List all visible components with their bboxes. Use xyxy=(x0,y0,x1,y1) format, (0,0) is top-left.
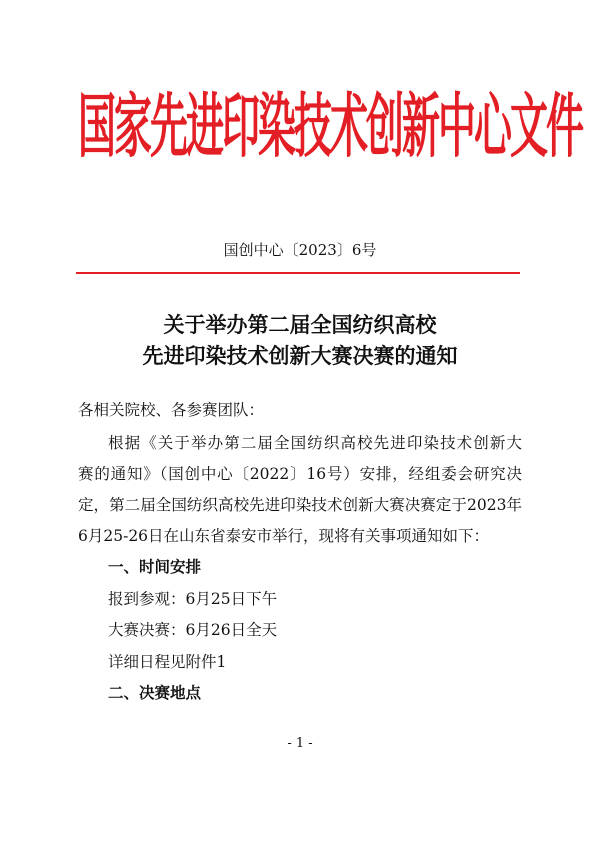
schedule-item-details: 详细日程见附件1 xyxy=(108,653,227,671)
paragraph-line-1: 根据《关于举办第二届全国纺织高校先进印染技术创新大 xyxy=(108,434,522,452)
section-heading-schedule: 一、时间安排 xyxy=(108,558,202,576)
paragraph-line-4: 6月25-26日在山东省泰安市举行，现将有关事项通知如下： xyxy=(78,527,490,545)
paragraph-line-2: 赛的通知》（国创中心〔2022〕16号）安排，经组委会研究决 xyxy=(78,465,522,483)
masthead-title: 国家先进印染技术创新中心文件 xyxy=(78,84,583,167)
red-divider-line xyxy=(76,272,520,274)
section-heading-venue: 二、决赛地点 xyxy=(108,684,202,702)
document-number: 国创中心〔2023〕6号 xyxy=(223,241,377,259)
salutation: 各相关院校、各参赛团队： xyxy=(78,401,265,419)
schedule-item-final: 大赛决赛：6月26日全天 xyxy=(108,621,278,639)
page-number: - 1 - xyxy=(287,736,313,751)
schedule-item-checkin: 报到参观：6月25日下午 xyxy=(108,590,278,608)
notice-title-line-1: 关于举办第二届全国纺织高校 xyxy=(163,312,437,337)
notice-title-line-2: 先进印染技术创新大赛决赛的通知 xyxy=(142,343,458,368)
paragraph-line-3: 定，第二届全国纺织高校先进印染技术创新大赛决赛定于2023年 xyxy=(78,496,522,514)
